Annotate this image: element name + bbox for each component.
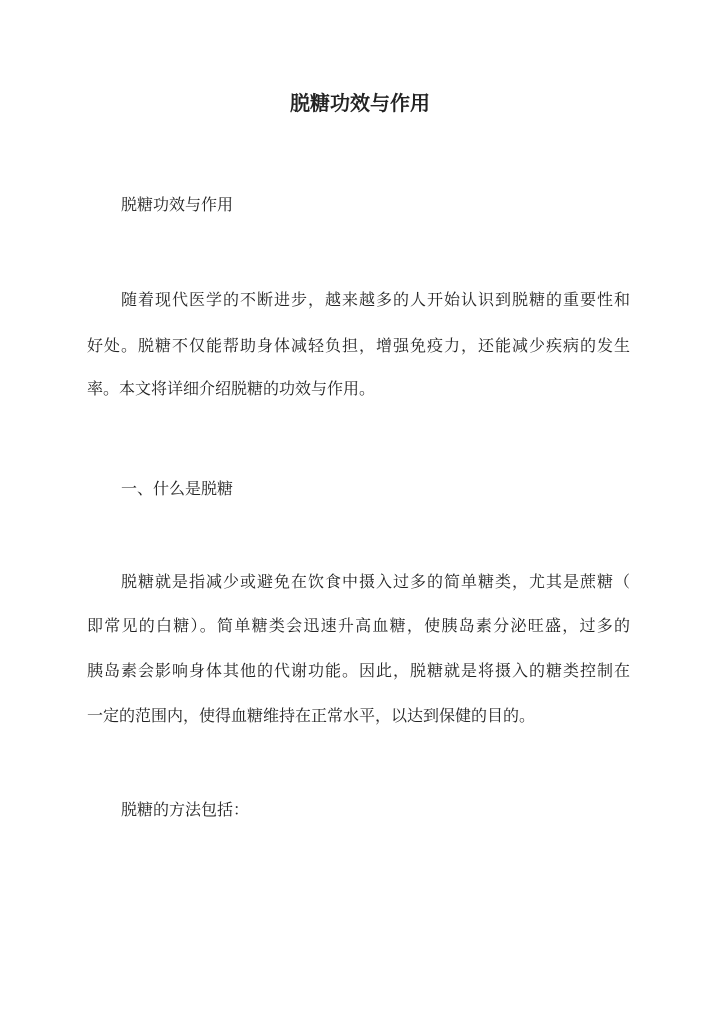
intro-line-1: 随着现代医学的不断进步，越来越多的人开始认识到脱糖的重要性和 xyxy=(121,290,630,309)
document-title: 脱糖功效与作用 xyxy=(290,91,430,115)
section1-line-2: 即常见的白糖）。简单糖类会迅速升高血糖，使胰岛素分泌旺盛，过多的 xyxy=(87,616,630,635)
intro-line-2: 好处。脱糖不仅能帮助身体减轻负担，增强免疫力，还能减少疾病的发生 xyxy=(87,336,630,355)
intro-line-3: 率。本文将详细介绍脱糖的功效与作用。 xyxy=(87,379,376,398)
section1-line-4: 一定的范围内，使得血糖维持在正常水平，以达到保健的目的。 xyxy=(87,706,536,725)
subtitle-paragraph: 脱糖功效与作用 xyxy=(121,195,234,214)
section1-heading: 一、什么是脱糖 xyxy=(121,479,234,498)
methods-intro: 脱糖的方法包括： xyxy=(121,800,250,819)
section1-line-1: 脱糖就是指减少或避免在饮食中摄入过多的简单糖类，尤其是蔗糖（ xyxy=(121,572,630,591)
section1-line-3: 胰岛素会影响身体其他的代谢功能。因此，脱糖就是将摄入的糖类控制在 xyxy=(87,661,630,680)
